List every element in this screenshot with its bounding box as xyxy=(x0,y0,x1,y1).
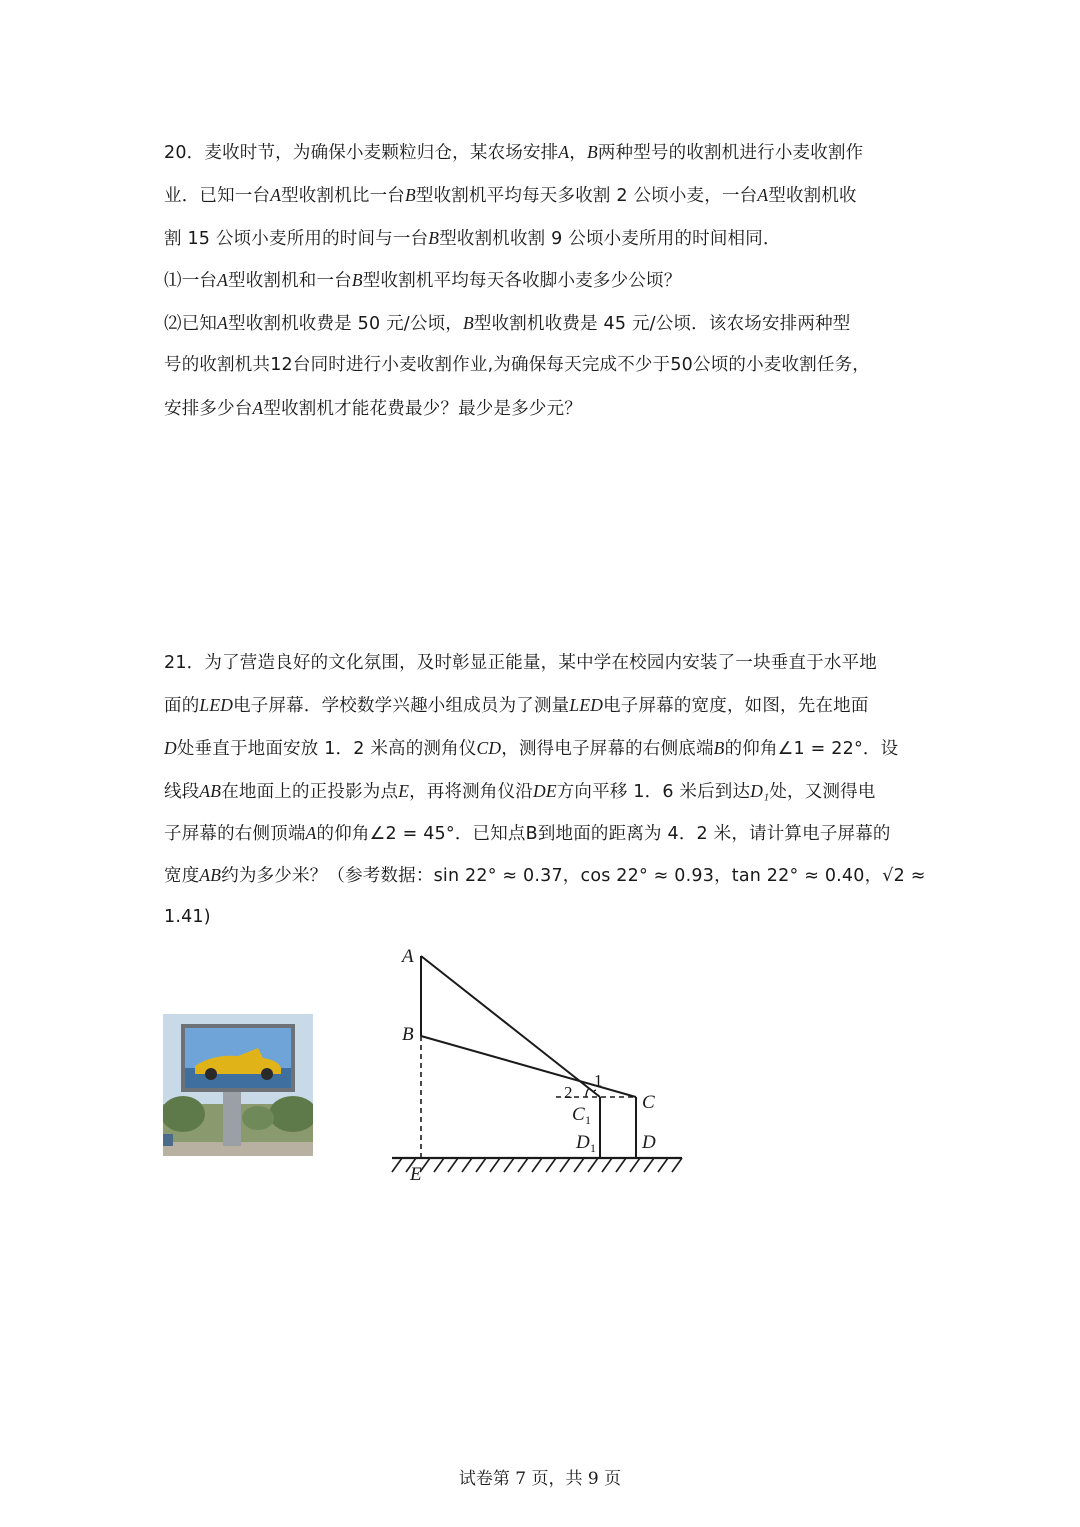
q21-text: 1.41) xyxy=(164,907,211,927)
separator: ， xyxy=(569,143,587,163)
var-d: D xyxy=(164,738,177,758)
q20-line-3 xyxy=(164,226,924,251)
q21-text: 处，又测得电 xyxy=(769,782,876,802)
q21-text: 方向平移 1．6 米后到达 xyxy=(556,782,751,802)
q20-text: 型收割机比一台 xyxy=(281,186,405,206)
q21-text: 处垂直于地面安放 1．2 米高的测角仪 xyxy=(176,739,477,759)
sight-line-a xyxy=(421,956,600,1097)
label-b: B xyxy=(402,1024,414,1045)
q21-line-7 xyxy=(164,905,924,929)
q20-text: 型收割机收费是 45 元/公顷．该农场安排两种型 xyxy=(473,314,851,334)
q21-line-5 xyxy=(164,821,924,846)
q20-text: 型收割机平均每天各收脚小麦多少公顷？ xyxy=(362,271,682,291)
label-c: C xyxy=(642,1092,655,1113)
q21-text: 宽度 xyxy=(164,866,200,886)
q21-text: 的仰角∠2 = 45°．已知点B到地面的距离为 4．2 米，请计算电子屏幕的 xyxy=(316,824,891,844)
q20-text: 型收割机收割 9 公顷小麦所用的时间相同． xyxy=(439,229,781,249)
label-d: D xyxy=(642,1132,656,1153)
var-led: LED xyxy=(199,695,234,715)
q21-line-2 xyxy=(164,693,924,718)
var-b: B xyxy=(713,738,725,758)
q20-text: 业．已知一台 xyxy=(164,186,271,206)
var-b: B xyxy=(586,142,598,162)
q21-line-3 xyxy=(164,736,924,761)
var-b: B xyxy=(428,228,440,248)
var-a: A xyxy=(252,398,264,418)
var-a: A xyxy=(270,185,282,205)
var-d1: D₁ xyxy=(750,781,770,801)
q21-text: ，测得电子屏幕的右侧底端 xyxy=(501,739,714,759)
label-d1: D xyxy=(576,1132,590,1153)
var-b: B xyxy=(463,313,474,333)
q21-text: 21．为了营造良好的文化氛围，及时彰显正能量，某中学在校园内安装了一块垂直于水平地 xyxy=(164,653,877,673)
q21-text: 子屏幕的右侧顶端 xyxy=(164,824,306,844)
q21-line-6 xyxy=(164,863,924,888)
label-e: E xyxy=(410,1164,422,1185)
var-b: B xyxy=(351,270,363,290)
q20-text: 安排多少台 xyxy=(164,399,253,419)
q20-text: 20．麦收时节，为确保小麦颗粒归仓，某农场安排 xyxy=(164,143,559,163)
q20-part-1 xyxy=(164,268,924,293)
q20-text: 型收割机收 xyxy=(768,186,857,206)
q20-text: 型收割机才能花费最少？最少是多少元？ xyxy=(263,399,582,419)
var-e: E xyxy=(398,781,410,801)
q20-line-2 xyxy=(164,183,924,208)
q21-text: 电子屏幕的宽度，如图，先在地面 xyxy=(603,696,869,716)
q20-text: 割 15 公顷小麦所用的时间与一台 xyxy=(164,229,429,249)
var-ab: AB xyxy=(199,781,222,801)
angle-1-arc xyxy=(594,1090,596,1091)
var-b: B xyxy=(405,185,416,205)
q21-text: 面的 xyxy=(164,696,200,716)
var-cd: CD xyxy=(476,738,502,758)
q20-text: ⑵已知 xyxy=(164,314,218,334)
var-a: A xyxy=(305,823,317,843)
q20-line-1 xyxy=(164,140,924,165)
var-a: A xyxy=(217,270,228,290)
q21-text: 的仰角∠1 = 22°．设 xyxy=(724,739,899,759)
geometry-figure xyxy=(380,940,700,1185)
var-a: A xyxy=(217,313,228,333)
angle-1-label: 1 xyxy=(594,1071,603,1090)
page-footer: 试卷第 7 页，共 9 页 xyxy=(458,1469,622,1489)
q20-text: 两种型号的收割机进行小麦收割作 xyxy=(597,143,864,163)
sight-line-b xyxy=(421,1036,636,1097)
angle-2-arc xyxy=(586,1088,589,1097)
var-a: A xyxy=(558,142,570,162)
q20-text: 号的收割机共12台同时进行小麦收割作业,为确保每天完成不少于50公顷的小麦收割任务， xyxy=(164,355,870,375)
q21-line-4 xyxy=(164,779,924,804)
q20-text: 型收割机收费是 50 元/公顷， xyxy=(228,314,463,334)
ground-hatching xyxy=(392,1158,682,1172)
q21-text: 线段 xyxy=(164,782,200,802)
q21-text: 约为多少米？（参考数据：sin 22° ≈ 0.37，cos 22° ≈ 0.93，tan 22° ≈ 0.40，√2 ≈ xyxy=(221,866,926,886)
q21-text: 电子屏幕．学校数学兴趣小组成员为了测量 xyxy=(233,696,570,716)
label-d1-subscript: 1 xyxy=(590,1141,596,1155)
var-led: LED xyxy=(569,695,604,715)
led-screen-photo xyxy=(163,1014,313,1156)
q21-line-1 xyxy=(164,651,924,675)
q20-part-2-line-3 xyxy=(164,396,924,421)
q21-text: ，再将测角仪沿 xyxy=(409,782,533,802)
q20-part-2 xyxy=(164,311,924,336)
label-a: A xyxy=(402,946,414,967)
q20-text: 型收割机平均每天多收割 2 公顷小麦，一台 xyxy=(415,186,758,206)
var-ab: AB xyxy=(199,865,222,885)
q20-text: ⑴一台 xyxy=(164,271,218,291)
var-de: DE xyxy=(532,781,557,801)
led-screen-illustration xyxy=(163,1014,313,1156)
angle-2-label: 2 xyxy=(564,1083,573,1102)
q20-text: 型收割机和一台 xyxy=(228,271,352,291)
label-c1: C xyxy=(572,1104,585,1125)
q20-part-2-line-2 xyxy=(164,353,924,377)
label-c1-subscript: 1 xyxy=(585,1113,591,1127)
var-a: A xyxy=(757,185,769,205)
q21-text: 在地面上的正投影为点 xyxy=(221,782,399,802)
